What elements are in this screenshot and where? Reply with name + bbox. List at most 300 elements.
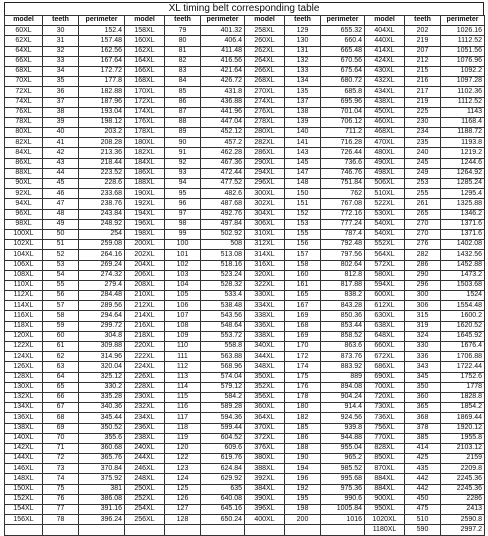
table-cell bbox=[125, 525, 165, 535]
table-cell: 700XL bbox=[365, 382, 405, 392]
table-cell: 182 bbox=[285, 413, 321, 423]
table-cell: 296 bbox=[405, 280, 441, 290]
table-cell: 2245.36 bbox=[441, 484, 485, 494]
table-cell: 169 bbox=[285, 331, 321, 341]
table-cell: 100XL bbox=[5, 229, 43, 239]
table-cell: 955.04 bbox=[321, 443, 365, 453]
table-cell: 746.76 bbox=[321, 168, 365, 178]
table-cell: 35 bbox=[43, 77, 79, 87]
table-cell: 1092.2 bbox=[441, 66, 485, 76]
table-cell: 965.2 bbox=[321, 454, 365, 464]
table-row bbox=[5, 87, 485, 97]
table-row bbox=[5, 219, 485, 229]
table-cell: 1955.8 bbox=[441, 433, 485, 443]
table-cell bbox=[245, 525, 285, 535]
table-cell: 751.84 bbox=[321, 179, 365, 189]
table-cell: 182.88 bbox=[79, 87, 125, 97]
table-cell: 67 bbox=[43, 403, 79, 413]
table-cell: 176 bbox=[285, 382, 321, 392]
table-cell: 50 bbox=[43, 229, 79, 239]
table-cell: 282XL bbox=[245, 138, 285, 148]
table-cell: 1432.56 bbox=[441, 250, 485, 260]
table-cell: 122 bbox=[165, 454, 201, 464]
table-cell: 467.36 bbox=[201, 158, 245, 168]
table-cell: 72XL bbox=[5, 87, 43, 97]
table-cell: 160 bbox=[285, 270, 321, 280]
table-cell: 233.68 bbox=[79, 189, 125, 199]
table-cell: 152.4 bbox=[79, 26, 125, 36]
table-cell: 995.68 bbox=[321, 474, 365, 484]
table-cell: 2245.36 bbox=[441, 474, 485, 484]
table-cell: 196XL bbox=[125, 219, 165, 229]
table-row bbox=[5, 474, 485, 484]
table-cell: 442 bbox=[405, 474, 441, 484]
table-cell: 244XL bbox=[125, 454, 165, 464]
table-cell: 76 bbox=[43, 494, 79, 504]
table-cell: 344XL bbox=[245, 352, 285, 362]
table-cell: 828XL bbox=[365, 443, 405, 453]
table-cell: 186 bbox=[285, 433, 321, 443]
table-cell: 216XL bbox=[125, 321, 165, 331]
table-cell: 156 bbox=[285, 240, 321, 250]
table-cell: 629.92 bbox=[201, 474, 245, 484]
table-cell: 460XL bbox=[365, 117, 405, 127]
table-cell: 300XL bbox=[245, 189, 285, 199]
table-cell: 1244.6 bbox=[441, 158, 485, 168]
table-cell: 513.08 bbox=[201, 250, 245, 260]
table-cell: 64 bbox=[43, 372, 79, 382]
table-cell: 178 bbox=[285, 392, 321, 402]
table-cell: 124XL bbox=[5, 352, 43, 362]
table-cell: 32 bbox=[43, 46, 79, 56]
table-cell: 127 bbox=[165, 505, 201, 515]
table-row bbox=[5, 403, 485, 413]
table-cell: 1051.56 bbox=[441, 46, 485, 56]
table-cell: 234 bbox=[405, 128, 441, 138]
table-row bbox=[5, 189, 485, 199]
table-cell: 324 bbox=[405, 331, 441, 341]
table-cell: 767.08 bbox=[321, 199, 365, 209]
table-cell: 1285.24 bbox=[441, 179, 485, 189]
table-cell: 102 bbox=[165, 260, 201, 270]
table-cell: 188XL bbox=[125, 179, 165, 189]
table-cell: 1473.2 bbox=[441, 270, 485, 280]
table-cell: 70 bbox=[43, 433, 79, 443]
table-cell: 1371.6 bbox=[441, 229, 485, 239]
table-cell: 180 bbox=[285, 403, 321, 413]
table-cell: 304XL bbox=[245, 209, 285, 219]
table-cell: 431.8 bbox=[201, 87, 245, 97]
table-cell: 528.32 bbox=[201, 280, 245, 290]
table-cell: 340XL bbox=[245, 342, 285, 352]
table-cell: 2103.12 bbox=[441, 443, 485, 453]
table-cell: 1524 bbox=[441, 291, 485, 301]
table-cell: 109 bbox=[165, 331, 201, 341]
table-cell: 1112.52 bbox=[441, 36, 485, 46]
table-row bbox=[5, 352, 485, 362]
table-cell: 543.56 bbox=[201, 311, 245, 321]
table-cell: 462.28 bbox=[201, 148, 245, 158]
table-cell: 180XL bbox=[125, 138, 165, 148]
table-cell: 336XL bbox=[245, 321, 285, 331]
table-cell: 200 bbox=[285, 515, 321, 525]
table-cell: 472.44 bbox=[201, 168, 245, 178]
table-cell: 432XL bbox=[365, 77, 405, 87]
table-cell: 207 bbox=[405, 46, 441, 56]
table-cell: 77 bbox=[43, 505, 79, 515]
table-cell: 365 bbox=[405, 403, 441, 413]
table-cell: 619.76 bbox=[201, 454, 245, 464]
table-cell: 219 bbox=[405, 36, 441, 46]
table-cell: 672XL bbox=[365, 352, 405, 362]
table-cell: 162XL bbox=[125, 46, 165, 56]
table-cell: 258XL bbox=[245, 26, 285, 36]
table-cell: 843.28 bbox=[321, 301, 365, 311]
table-cell: 141 bbox=[285, 138, 321, 148]
table-cell: 96 bbox=[165, 199, 201, 209]
table-cell: 360XL bbox=[245, 403, 285, 413]
table-cell: 75 bbox=[43, 484, 79, 494]
table-cell: 435 bbox=[405, 464, 441, 474]
table-cell: 701.04 bbox=[321, 107, 365, 117]
table-cell: 817.88 bbox=[321, 280, 365, 290]
table-cell: 1676.4 bbox=[441, 342, 485, 352]
table-cell: 208XL bbox=[125, 280, 165, 290]
table-row bbox=[5, 158, 485, 168]
table-row bbox=[5, 494, 485, 504]
table-cell: 89 bbox=[165, 128, 201, 138]
table-cell: 1005.84 bbox=[321, 505, 365, 515]
table-cell: 83 bbox=[165, 66, 201, 76]
table-cell: 130XL bbox=[5, 382, 43, 392]
table-cell: 203.2 bbox=[79, 128, 125, 138]
table-cell: 441.96 bbox=[201, 107, 245, 117]
table-cell: 447.04 bbox=[201, 117, 245, 127]
table-cell: 186XL bbox=[125, 168, 165, 178]
table-cell: 638XL bbox=[365, 321, 405, 331]
table-cell: 57 bbox=[43, 301, 79, 311]
table-row bbox=[5, 443, 485, 453]
table-cell: 914.4 bbox=[321, 403, 365, 413]
table-cell: 118XL bbox=[5, 321, 43, 331]
table-cell: 540XL bbox=[365, 219, 405, 229]
table-row bbox=[5, 301, 485, 311]
table-cell: 276 bbox=[405, 240, 441, 250]
table-cell: 132XL bbox=[5, 392, 43, 402]
table-cell: 635 bbox=[201, 484, 245, 494]
table-cell: 580XL bbox=[365, 270, 405, 280]
table-cell: 161 bbox=[285, 280, 321, 290]
table-cell: 380XL bbox=[245, 454, 285, 464]
table-cell: 1752.6 bbox=[441, 372, 485, 382]
table-cell: 217 bbox=[405, 87, 441, 97]
table-cell: 144XL bbox=[5, 454, 43, 464]
table-cell: 162.56 bbox=[79, 46, 125, 56]
table-cell: 2413 bbox=[441, 505, 485, 515]
table-cell: 59 bbox=[43, 321, 79, 331]
table-cell: 470XL bbox=[365, 138, 405, 148]
table-cell: 975.36 bbox=[321, 484, 365, 494]
table-cell: 300 bbox=[405, 291, 441, 301]
table-cell: 224XL bbox=[125, 362, 165, 372]
table-cell: 152XL bbox=[5, 494, 43, 504]
table-cell: 452.12 bbox=[201, 128, 245, 138]
table-cell: 944.88 bbox=[321, 433, 365, 443]
table-cell: 690XL bbox=[365, 372, 405, 382]
table-cell: 152 bbox=[285, 209, 321, 219]
table-cell: 69 bbox=[43, 423, 79, 433]
table-cell: 188 bbox=[285, 443, 321, 453]
table-cell: 574.04 bbox=[201, 372, 245, 382]
table-cell: 1325.88 bbox=[441, 199, 485, 209]
table-cell: 150XL bbox=[5, 484, 43, 494]
column-header: perimeter bbox=[79, 16, 125, 26]
table-cell: 252XL bbox=[125, 494, 165, 504]
table-cell: 76XL bbox=[5, 107, 43, 117]
table-cell: 280XL bbox=[245, 128, 285, 138]
table-cell: 130 bbox=[285, 36, 321, 46]
table-cell: 157.48 bbox=[79, 36, 125, 46]
table-cell: 390XL bbox=[245, 494, 285, 504]
table-cell: 695.96 bbox=[321, 97, 365, 107]
table-cell: 411.48 bbox=[201, 46, 245, 56]
table-cell: 270 bbox=[405, 219, 441, 229]
table-cell: 1645.92 bbox=[441, 331, 485, 341]
table-cell: 797.56 bbox=[321, 250, 365, 260]
column-header: perimeter bbox=[321, 16, 365, 26]
table-cell: 424XL bbox=[365, 56, 405, 66]
table-cell: 210XL bbox=[125, 291, 165, 301]
table-cell: 79 bbox=[165, 26, 201, 36]
table-cell: 510 bbox=[405, 515, 441, 525]
table-cell: 84XL bbox=[5, 148, 43, 158]
table-cell: 248.92 bbox=[79, 219, 125, 229]
table-cell: 716.28 bbox=[321, 138, 365, 148]
table-cell: 338XL bbox=[245, 311, 285, 321]
column-header: perimeter bbox=[441, 16, 485, 26]
table-cell: 167 bbox=[285, 301, 321, 311]
table-cell: 238XL bbox=[125, 433, 165, 443]
table-body bbox=[5, 26, 485, 535]
table-cell: 187.96 bbox=[79, 97, 125, 107]
table-cell: 202 bbox=[405, 26, 441, 36]
column-header: model bbox=[5, 16, 43, 26]
table-cell: 39 bbox=[43, 117, 79, 127]
table-cell: 249 bbox=[405, 168, 441, 178]
table-cell: 168 bbox=[285, 321, 321, 331]
belt-table bbox=[4, 15, 485, 536]
table-cell: 950XL bbox=[365, 505, 405, 515]
table-row bbox=[5, 240, 485, 250]
table-cell: 131 bbox=[285, 46, 321, 56]
table-cell: 107 bbox=[165, 311, 201, 321]
table-cell: 104 bbox=[165, 280, 201, 290]
table-cell: 279.4 bbox=[79, 280, 125, 290]
table-cell: 421.64 bbox=[201, 66, 245, 76]
table-cell: 401.32 bbox=[201, 26, 245, 36]
table-cell: 98 bbox=[165, 219, 201, 229]
table-cell: 228XL bbox=[125, 382, 165, 392]
table-cell: 2590.8 bbox=[441, 515, 485, 525]
table-row bbox=[5, 505, 485, 515]
table-cell: 253 bbox=[405, 179, 441, 189]
table-cell: 1219.2 bbox=[441, 148, 485, 158]
table-cell: 1854.2 bbox=[441, 403, 485, 413]
table-cell: 236XL bbox=[125, 423, 165, 433]
table-cell: 312XL bbox=[245, 240, 285, 250]
table-row bbox=[5, 77, 485, 87]
table-cell: 170XL bbox=[125, 87, 165, 97]
table-cell: 858.52 bbox=[321, 331, 365, 341]
table-cell: 168XL bbox=[125, 77, 165, 87]
table-cell: 533.4 bbox=[201, 291, 245, 301]
table-cell: 260XL bbox=[245, 36, 285, 46]
table-cell: 158 bbox=[285, 260, 321, 270]
table-row bbox=[5, 179, 485, 189]
table-cell: 340.36 bbox=[79, 403, 125, 413]
table-cell: 498XL bbox=[365, 168, 405, 178]
table-cell: 655.32 bbox=[321, 26, 365, 36]
table-cell: 1188.72 bbox=[441, 128, 485, 138]
table-cell: 94XL bbox=[5, 199, 43, 209]
table-cell: 315 bbox=[405, 311, 441, 321]
table-cell: 648XL bbox=[365, 331, 405, 341]
table-cell: 145 bbox=[285, 158, 321, 168]
table-cell: 477.52 bbox=[201, 179, 245, 189]
table-cell: 660XL bbox=[365, 342, 405, 352]
table-cell: 108XL bbox=[5, 270, 43, 280]
table-cell: 134XL bbox=[5, 403, 43, 413]
table-cell: 1193.8 bbox=[441, 138, 485, 148]
table-cell: 129 bbox=[285, 26, 321, 36]
table-cell: 62 bbox=[43, 352, 79, 362]
table-cell: 118 bbox=[165, 423, 201, 433]
table-cell: 138 bbox=[285, 107, 321, 117]
table-cell: 198XL bbox=[125, 229, 165, 239]
table-cell: 218XL bbox=[125, 331, 165, 341]
table-cell: 384XL bbox=[245, 484, 285, 494]
table-row bbox=[5, 148, 485, 158]
table-cell: 579.12 bbox=[201, 382, 245, 392]
table-cell: 563.88 bbox=[201, 352, 245, 362]
table-cell: 153 bbox=[285, 219, 321, 229]
table-row bbox=[5, 515, 485, 525]
table-cell: 84 bbox=[165, 77, 201, 87]
table-cell: 1503.68 bbox=[441, 280, 485, 290]
table-cell: 132 bbox=[285, 56, 321, 66]
table-cell: 492.76 bbox=[201, 209, 245, 219]
table-cell: 1620.52 bbox=[441, 321, 485, 331]
table-cell: 232XL bbox=[125, 403, 165, 413]
table-cell: 685.8 bbox=[321, 87, 365, 97]
table-cell: 2159 bbox=[441, 454, 485, 464]
table-cell: 660.4 bbox=[321, 36, 365, 46]
table-cell: 335.28 bbox=[79, 392, 125, 402]
table-cell: 62XL bbox=[5, 36, 43, 46]
table-cell: 110 bbox=[165, 342, 201, 352]
table-cell: 230XL bbox=[125, 392, 165, 402]
table-row bbox=[5, 413, 485, 423]
table-cell: 900XL bbox=[365, 494, 405, 504]
table-cell: 1920.12 bbox=[441, 423, 485, 433]
table-cell: 143 bbox=[285, 148, 321, 158]
table-cell: 126 bbox=[165, 494, 201, 504]
table-cell: 306 bbox=[405, 301, 441, 311]
table-cell: 160XL bbox=[125, 36, 165, 46]
table-cell: 274.32 bbox=[79, 270, 125, 280]
table-cell: 115 bbox=[165, 392, 201, 402]
table-cell: 314.96 bbox=[79, 352, 125, 362]
table-cell: 385 bbox=[405, 433, 441, 443]
table-cell: 105 bbox=[165, 291, 201, 301]
table-cell: 190XL bbox=[125, 189, 165, 199]
table-cell: 310XL bbox=[245, 229, 285, 239]
table-cell: 1706.88 bbox=[441, 352, 485, 362]
table-cell: 457.2 bbox=[201, 138, 245, 148]
table-cell: 360 bbox=[405, 392, 441, 402]
table-cell: 167.64 bbox=[79, 56, 125, 66]
table-cell: 140XL bbox=[5, 433, 43, 443]
table-cell: 381 bbox=[79, 484, 125, 494]
table-cell bbox=[201, 525, 245, 535]
table-cell: 48 bbox=[43, 209, 79, 219]
table-cell: 884XL bbox=[365, 484, 405, 494]
table-cell: 81 bbox=[165, 46, 201, 56]
table-cell: 68 bbox=[43, 413, 79, 423]
table-cell: 138XL bbox=[5, 423, 43, 433]
table-cell: 104XL bbox=[5, 250, 43, 260]
table-cell: 51 bbox=[43, 240, 79, 250]
table-cell: 838.2 bbox=[321, 291, 365, 301]
table-cell: 1828.8 bbox=[441, 392, 485, 402]
table-cell: 37 bbox=[43, 97, 79, 107]
table-cell: 202XL bbox=[125, 250, 165, 260]
table-cell: 438XL bbox=[365, 97, 405, 107]
table-cell: 706.12 bbox=[321, 117, 365, 127]
table-row bbox=[5, 291, 485, 301]
table-cell: 240 bbox=[405, 148, 441, 158]
table-cell: 396XL bbox=[245, 505, 285, 515]
table-cell: 114XL bbox=[5, 301, 43, 311]
header-row bbox=[5, 16, 485, 26]
table-cell: 122XL bbox=[5, 342, 43, 352]
table-cell: 112 bbox=[165, 362, 201, 372]
table-cell: 600XL bbox=[365, 291, 405, 301]
table-cell: 645.16 bbox=[201, 505, 245, 515]
table-cell: 196 bbox=[285, 474, 321, 484]
table-cell: 165 bbox=[285, 291, 321, 301]
table-cell: 106 bbox=[165, 301, 201, 311]
table-cell: 243.84 bbox=[79, 209, 125, 219]
table-cell: 71 bbox=[43, 443, 79, 453]
table-cell: 220XL bbox=[125, 342, 165, 352]
table-cell: 538.48 bbox=[201, 301, 245, 311]
table-cell: 1143 bbox=[441, 107, 485, 117]
table-cell: 772.16 bbox=[321, 209, 365, 219]
table-row bbox=[5, 168, 485, 178]
table-cell: 99 bbox=[165, 229, 201, 239]
table-cell: 2286 bbox=[441, 494, 485, 504]
table-cell: 1180XL bbox=[365, 525, 405, 535]
table-row bbox=[5, 342, 485, 352]
table-cell: 174 bbox=[285, 362, 321, 372]
table-cell: 88XL bbox=[5, 168, 43, 178]
table-cell: 63 bbox=[43, 362, 79, 372]
table-cell: 60 bbox=[43, 331, 79, 341]
table-cell: 102XL bbox=[5, 240, 43, 250]
table-cell: 360.68 bbox=[79, 443, 125, 453]
table-cell: 730XL bbox=[365, 403, 405, 413]
